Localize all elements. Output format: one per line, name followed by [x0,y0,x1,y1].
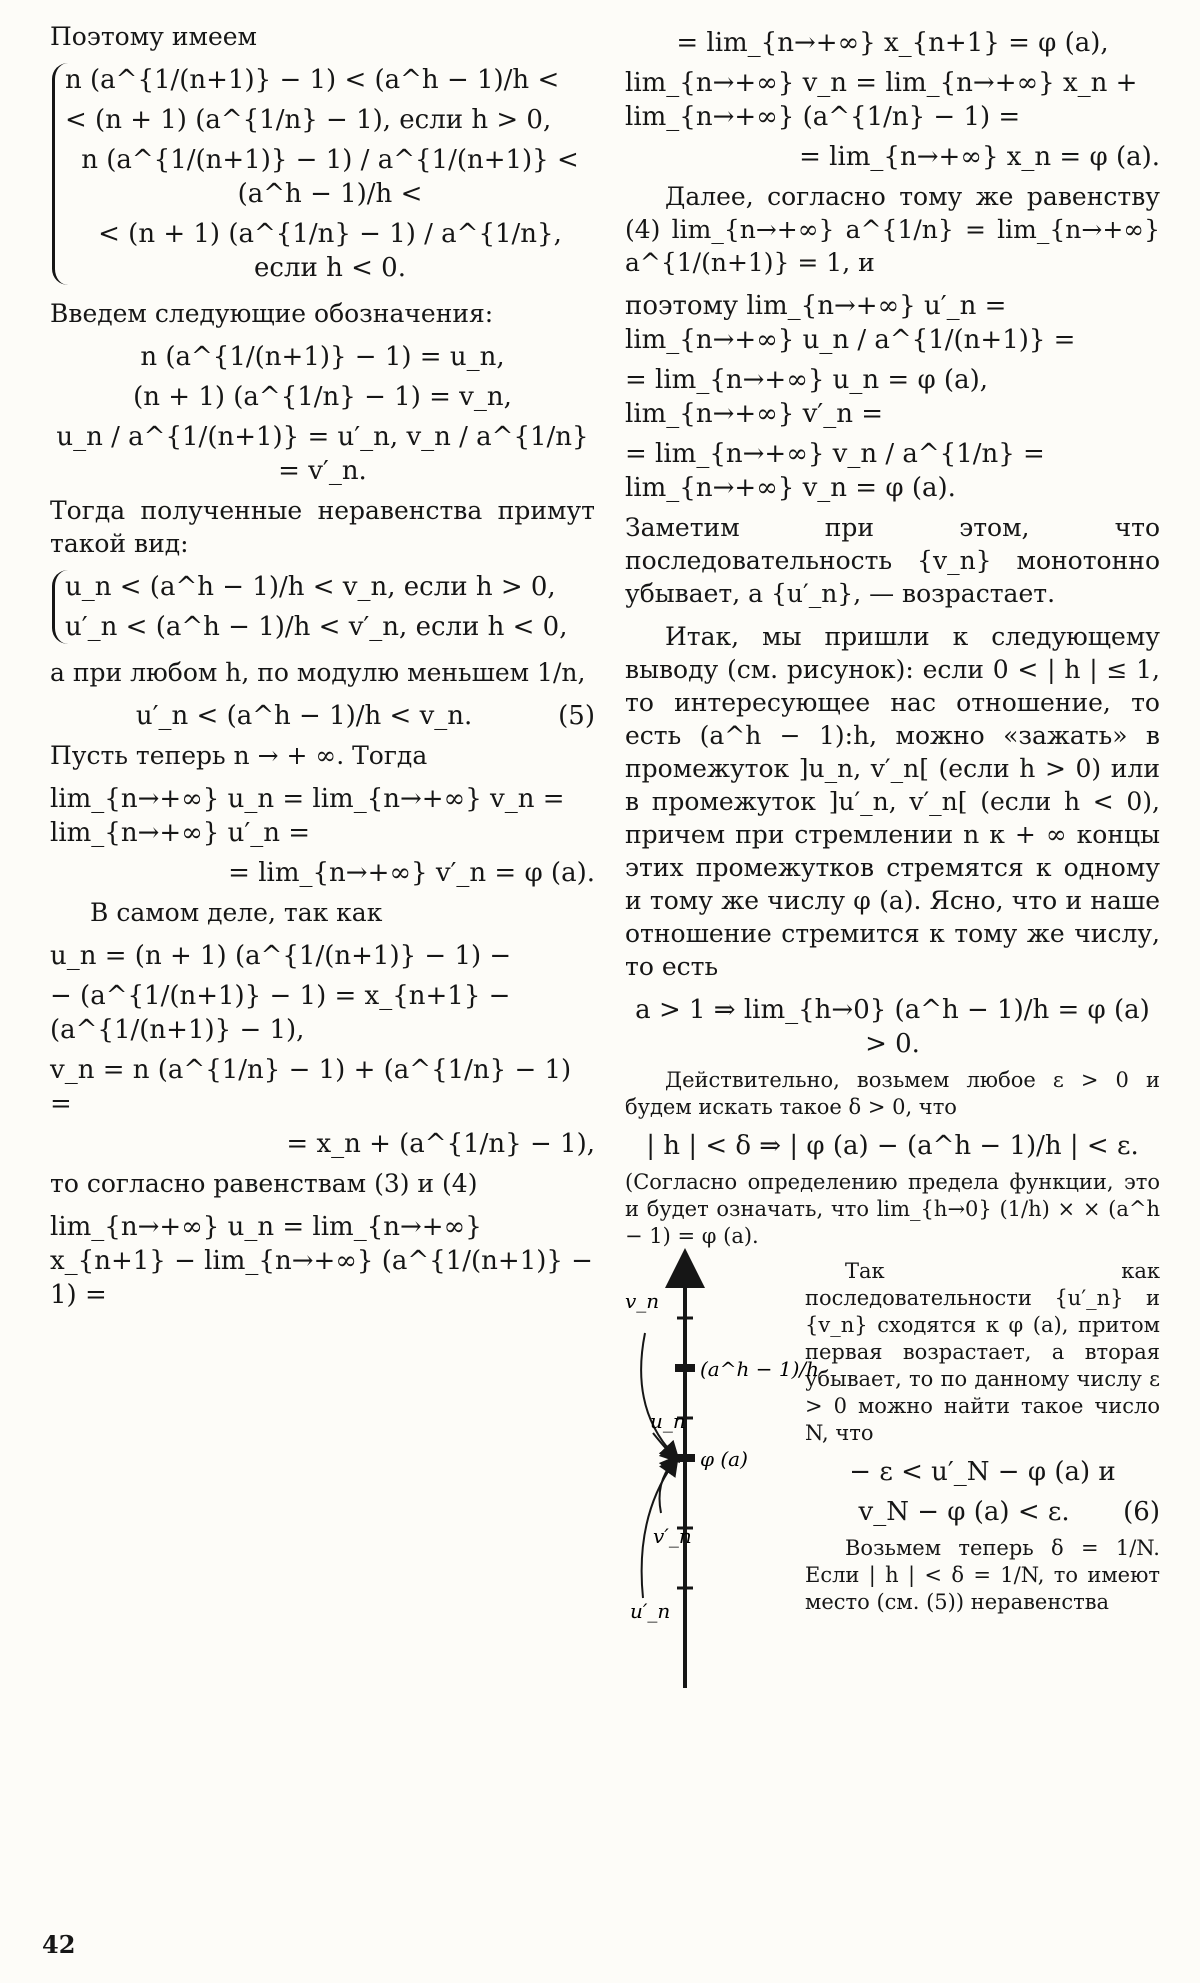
right-column [625,20,1160,1624]
arrow-vpn [660,1462,674,1513]
label-vn: v_n [625,1289,660,1313]
text-notation: Введем следующие обозначения: [50,299,494,328]
text-sequences-converge: Так как последовательности {u′_n} и {v_n} сходятся к φ (a), притом первая возрастает, а вторая убывает, то по данному числу ε > 0 можно найти такое число N, что [805,1259,1160,1445]
equation-5 [50,699,595,733]
ineq-1b: < (n + 1) (a^{1/n} − 1), если h > 0, [65,105,552,135]
label-frac: (a^h − 1)/h [700,1357,819,1381]
text-note-monotone: Заметим при этом, что последовательность {v_n} монотонно убывает, а {u′_n}, — возрастает. [625,513,1160,608]
label-vpn: v′_n [653,1524,692,1548]
def-vn: (n + 1) (a^{1/n} − 1) = v_n, [133,382,512,412]
ineq-1a: n (a^{1/(n+1)} − 1) < (a^h − 1)/h < [65,65,560,95]
text-then: Тогда полученные неравенства примут такой вид: [50,496,595,558]
text-indeed: В самом деле, так как [90,898,383,927]
text-therefore: Поэтому имеем [50,22,257,51]
text-according: то согласно равенствам (3) и (4) [50,1169,478,1198]
limit-r5: = lim_{n→+∞} v_n / a^{1/n} = lim_{n→+∞} v_n = φ (a). [625,439,1045,503]
arrow-un [653,1433,673,1456]
text-any-h: а при любом h, по модулю меньшем 1/n, [50,658,586,687]
main-limit-result: a > 1 ⇒ lim_{h→0} (a^h − 1)/h = φ (a) > 0. [635,995,1150,1059]
ineq-2b: u′_n < (a^h − 1)/h < v′_n, если h < 0, [65,612,568,642]
vn-expansion-2: = x_n + (a^{1/n} − 1), [286,1129,595,1159]
label-phi: φ (a) [700,1447,748,1471]
figure-side-text [805,1258,1160,1616]
un-expansion-2: − (a^{1/(n+1)} − 1) = x_{n+1} − (a^{1/(n+1)} − 1), [50,981,511,1045]
label-un: u_n [650,1409,686,1433]
def-un: n (a^{1/(n+1)} − 1) = u_n, [140,342,505,372]
text-let-n: Пусть теперь n → + ∞. Тогда [50,741,428,770]
text-further: Далее, согласно тому же равенству (4) lim_{n→+∞} a^{1/n} = lim_{n→+∞} a^{1/(n+1)} = 1, и [625,182,1160,277]
ineq-1c: n (a^{1/(n+1)} − 1) / a^{1/(n+1)} < (a^h − 1)/h < [81,145,579,209]
ineq-6b-body: v_N − φ (a) < ε. [858,1497,1070,1527]
number-line-figure [625,1258,819,1698]
text-take-delta: Возьмем теперь δ = 1/N. Если | h | < δ = 1/N, то имеют место (см. (5)) неравенства [805,1536,1160,1614]
label-upn: u′_n [630,1599,671,1623]
ineq-6b [805,1495,1160,1529]
un-expansion-1: u_n = (n + 1) (a^{1/(n+1)} − 1) − [50,941,512,971]
ineq-2a: u_n < (a^h − 1)/h < v_n, если h > 0, [65,572,556,602]
limit-r1: = lim_{n→+∞} x_{n+1} = φ (a), [676,28,1109,58]
limit-r4: = lim_{n→+∞} u_n = φ (a), lim_{n→+∞} v′_n = [625,365,988,429]
ineq-1d: < (n + 1) (a^{1/n} − 1) / a^{1/n}, если h < 0. [98,219,562,283]
equation-5-number: (5) [558,701,595,731]
limit-r-prime-u: поэтому lim_{n→+∞} u′_n = lim_{n→+∞} u_n / a^{1/(n+1)} = [625,291,1076,355]
page-number: 42 [42,1930,76,1959]
left-column [50,20,595,1318]
def-primes: u_n / a^{1/(n+1)} = u′_n, v_n / a^{1/n} = v′_n. [56,422,589,486]
text-definition-note: (Согласно определению предела функции, это и будет означать, что lim_{h→0} (1/h) × × (a^h − 1) = φ (a). [625,1170,1160,1248]
ineq-6a: − ε < u′_N − φ (a) и [849,1457,1116,1487]
limit-r3: = lim_{n→+∞} x_n = φ (a). [799,142,1160,172]
text-indeed-eps: Действительно, возьмем любое ε > 0 и будем искать такое δ > 0, что [625,1068,1160,1119]
arrow-vn [641,1333,673,1454]
figure-section [625,1258,1160,1623]
limit-line-2: lim_{n→+∞} u_n = lim_{n→+∞} x_{n+1} − lim_{n→+∞} (a^{1/(n+1)} − 1) = [50,1212,593,1310]
limit-line-1: lim_{n→+∞} u_n = lim_{n→+∞} v_n = lim_{n→+∞} u′_n = [50,784,565,848]
text-conclusion: Итак, мы пришли к следующему выводу (см. рисунок): если 0 < | h | ≤ 1, то интересующее нас отношение, то есть (a^h − 1):h, можно «зажать» в промежуток ]u_n, v′_n[ (если h > 0) или в промежуток ]u′_n, v′_n[ (если h < 0), причем при стремлении n к + ∞ концы этих промежутков стремятся к одному и тому же числу φ (a). Ясно, что и наше отношение стремится к тому же числу, то есть [625,622,1160,981]
limit-line-1b: = lim_{n→+∞} v′_n = φ (a). [228,858,595,888]
inequality-system-1 [52,63,595,285]
limit-r2: lim_{n→+∞} v_n = lim_{n→+∞} x_n + lim_{n→+∞} (a^{1/n} − 1) = [625,68,1138,132]
equation-6-number: (6) [1123,1497,1160,1527]
vn-expansion-1: v_n = n (a^{1/n} − 1) + (a^{1/n} − 1) = [50,1055,572,1119]
inequality-system-2 [52,570,595,644]
epsilon-delta: | h | < δ ⇒ | φ (a) − (a^h − 1)/h | < ε. [646,1131,1139,1161]
equation-5-body: u′_n < (a^h − 1)/h < v_n. [135,701,473,731]
